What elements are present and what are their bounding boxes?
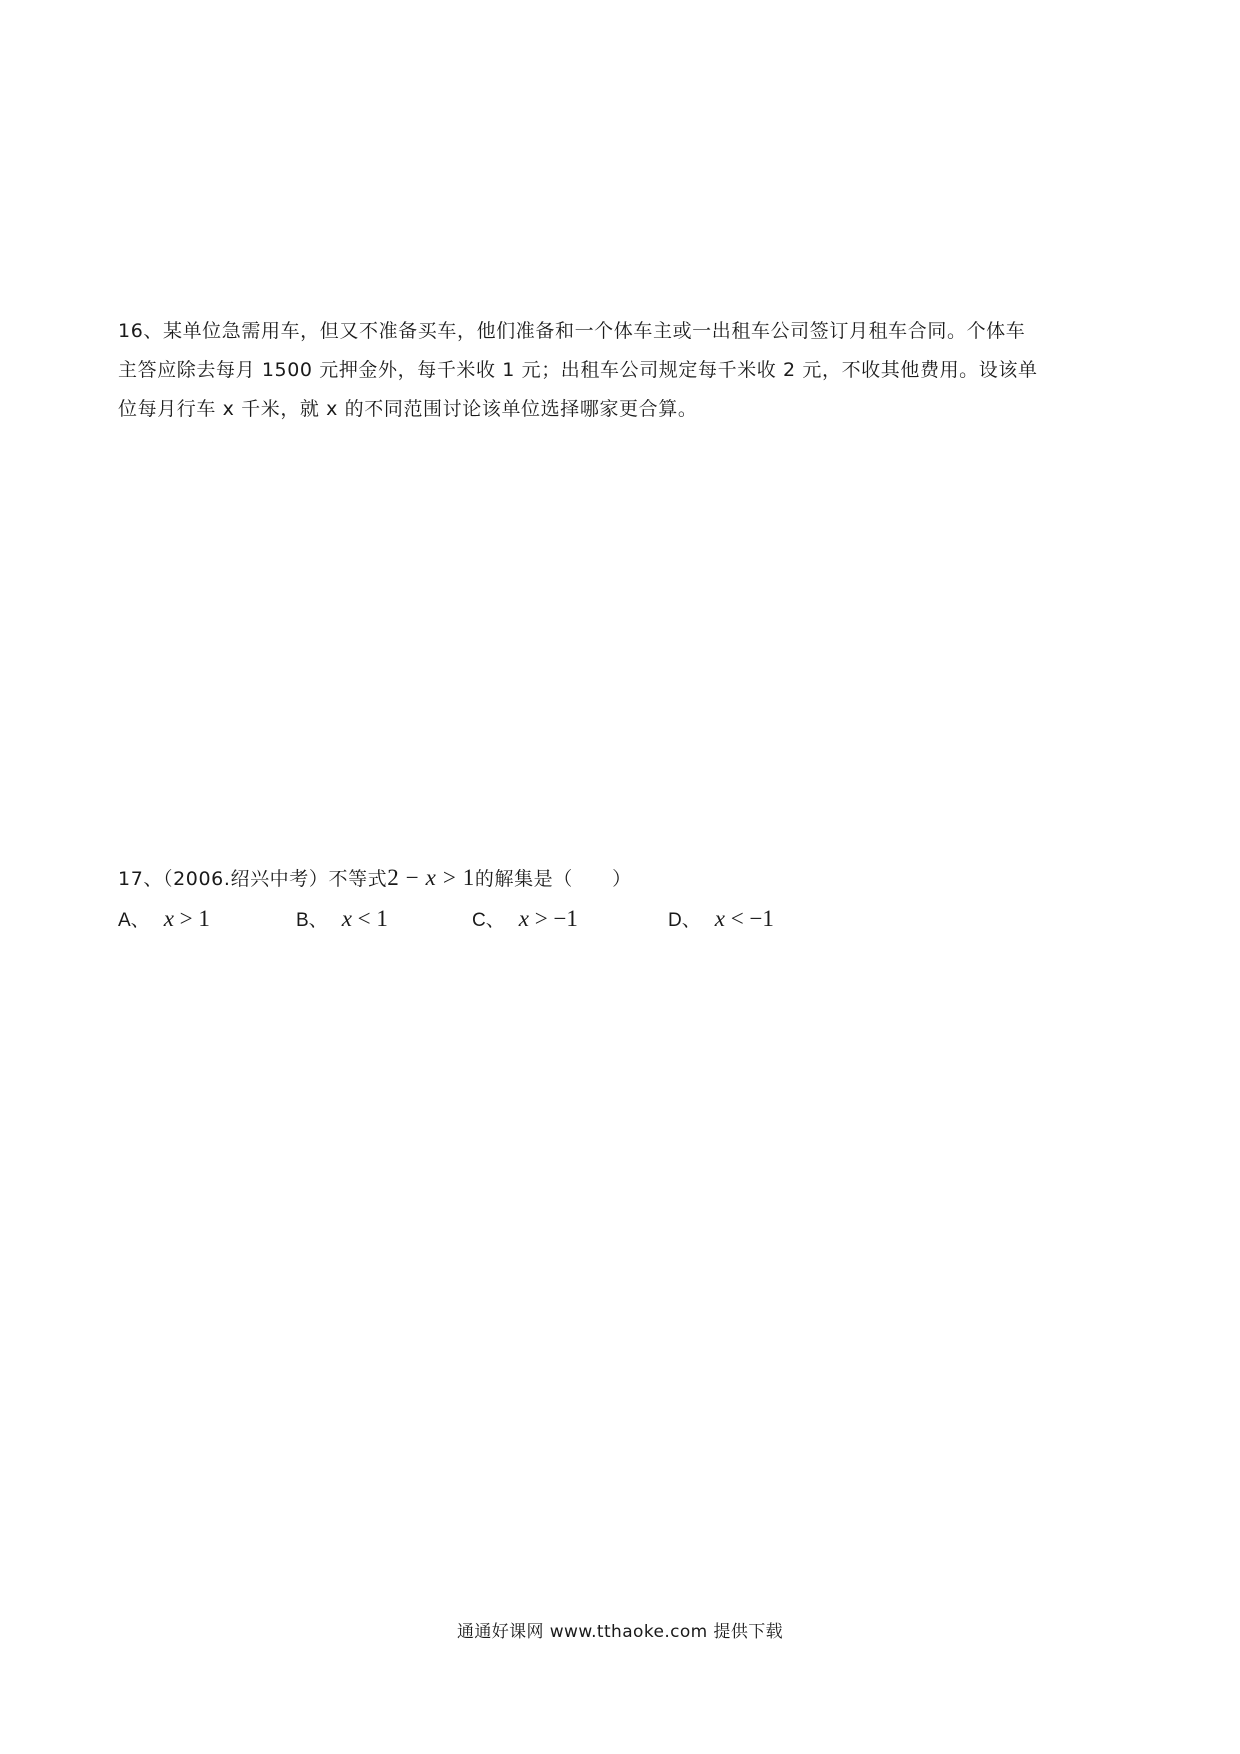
inequality-expression — [387, 865, 475, 890]
option-a-value: 1 — [198, 906, 210, 931]
option-b — [296, 899, 388, 941]
question-16-line-3: 位每月行车 x 千米，就 x 的不同范围讨论该单位选择哪家更合算。 — [118, 398, 698, 420]
option-d-expression — [715, 906, 774, 931]
question-17-prefix: 17、（2006.绍兴中考）不等式 — [118, 868, 388, 890]
option-b-expression — [342, 906, 388, 931]
question-17-suffix: 的解集是（ ） — [474, 868, 632, 890]
option-c — [472, 899, 578, 941]
expr-minus: − — [399, 865, 426, 890]
option-b-relation: < — [351, 906, 377, 931]
option-d — [668, 899, 774, 941]
option-d-value: −1 — [749, 906, 774, 931]
option-c-relation: > — [528, 906, 554, 931]
page-footer: 通通好课网 www.tthaoke.com 提供下载 — [456, 1622, 784, 1642]
option-d-variable: x — [714, 906, 725, 931]
option-d-relation: < — [724, 906, 750, 931]
option-c-letter: C、 — [472, 910, 505, 931]
option-c-value: −1 — [553, 906, 578, 931]
question-16-line-2: 主答应除去每月 1500 元押金外，每千米收 1 元；出租车公司规定每千米收 2 元，不收其他费用。设该单 — [118, 359, 1038, 381]
expr-variable: x — [425, 865, 437, 890]
option-a-letter: A、 — [118, 910, 150, 931]
option-d-letter: D、 — [668, 910, 701, 931]
expr-constant: 2 — [387, 865, 400, 890]
question-17 — [118, 858, 1128, 939]
expr-relation: > — [436, 865, 463, 890]
option-c-expression — [519, 906, 578, 931]
option-b-letter: B、 — [296, 910, 328, 931]
question-16 — [118, 312, 1128, 429]
option-a-variable: x — [163, 906, 174, 931]
option-b-variable: x — [341, 906, 352, 931]
expr-rhs: 1 — [462, 865, 475, 890]
option-a-relation: > — [173, 906, 199, 931]
question-17-stem — [118, 858, 1128, 899]
option-c-variable: x — [518, 906, 529, 931]
answer-options — [118, 899, 1128, 939]
question-16-line-1: 16、某单位急需用车，但又不准备买车，他们准备和一个体车主或一出租车公司签订月租车合同。个体车 — [118, 320, 1026, 342]
option-b-value: 1 — [376, 906, 388, 931]
option-a-expression — [164, 906, 210, 931]
option-a — [118, 899, 210, 941]
